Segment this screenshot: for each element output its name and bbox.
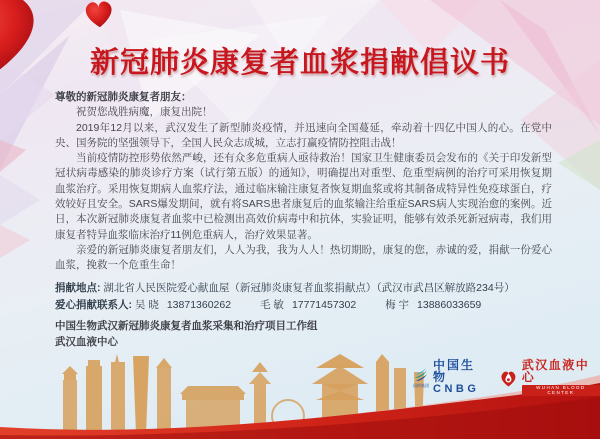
contact-persons-label: 爱心捐献联系人: [55, 299, 132, 311]
blood-heart-icon [499, 367, 518, 389]
whbc-logo-text [522, 359, 600, 396]
donation-location-value: 湖北省人民医院爱心献血屋（新冠肺炎康复者血浆捐献点）（武汉市武昌区解放路234号） [103, 282, 515, 294]
cnbg-logo-text [433, 359, 485, 395]
contact-name: 吴 晓 [134, 299, 159, 311]
contact-info [55, 281, 555, 315]
letter-paragraph-3: 当前疫情防控形势依然严峻，还有众多危重病人亟待救治！国家卫生健康委员会发布的《关于印发新型冠状病毒感染的肺炎诊疗方案（试行第五版）的通知》，明确提出对重型、危重型病例的治疗可采用恢复期血浆治疗。采用恢复期病人血浆疗法，通过临床输注康复者恢复期血浆或将其制备成特异性免疫球蛋白，疗效较好且安全。SARS爆发期间，就有将SARS患者康复后的血浆输注给重症SARS病人实现治愈的案例。近日，本次新冠肺炎康复者血浆中已检测出高效价病毒中和抗体，实验证明，能够有效杀死新冠病毒，我们用康复者特异血浆临床治疗11例危重病人，治疗效果显著。 [55, 152, 552, 241]
cnbg-chinese-name: 中国生物 [433, 358, 476, 384]
wuhan-blood-center-logo [499, 359, 600, 396]
contact-person [135, 299, 234, 311]
cnbg-group-label: 国药集团 [413, 382, 429, 388]
letter-paragraph-4: 亲爱的新冠肺炎康复者朋友们，人人为我，我为人人！热切期盼，康复的您，赤诚的爱，捐献一份爱心血浆，挽救一个危重生命！ [55, 243, 552, 272]
letter-salutation: 尊敬的新冠肺炎康复者朋友： [55, 91, 192, 103]
letter-paragraph-1: 祝贺您战胜病魔，康复出院！ [76, 106, 213, 119]
contact-person [385, 299, 481, 311]
whbc-english-name: WUHAN BLOOD CENTER [522, 385, 600, 396]
donation-location-line [55, 281, 555, 296]
donation-location-label: 捐献地点: [55, 282, 101, 294]
signature-block [55, 318, 318, 350]
contact-persons-line [55, 298, 555, 313]
contact-name: 梅 宇 [385, 299, 410, 311]
partner-logos [413, 359, 600, 396]
letter-paragraph-2: 2019年12月以来，武汉发生了新型肺炎疫情，并迅速向全国蔓延，牵动着十四亿中国人的心。在党中央、国务院的坚强领导下，全国人民众志成城，立志打赢疫情防控阻击战！ [55, 121, 552, 149]
letter-body [55, 90, 552, 274]
signature-org-blood-center: 武汉血液中心 [55, 336, 118, 348]
cnbg-acronym: CNBG [433, 383, 480, 395]
signature-org-workgroup: 中国生物武汉新冠肺炎康复者血浆采集和治疗项目工作组 [55, 320, 318, 332]
page-title: 新冠肺炎康复者血浆捐献倡议书 [89, 47, 510, 79]
contact-person [260, 299, 359, 311]
contact-phone: 13886033659 [417, 299, 482, 311]
contact-phone: 17771457302 [291, 299, 357, 311]
contact-phone: 13871360262 [166, 299, 232, 311]
cnbg-logo [413, 359, 485, 395]
whbc-chinese-name: 武汉血液中心 [521, 358, 590, 384]
cnbg-group-icon [413, 367, 429, 388]
contact-name: 毛 敏 [260, 299, 284, 311]
